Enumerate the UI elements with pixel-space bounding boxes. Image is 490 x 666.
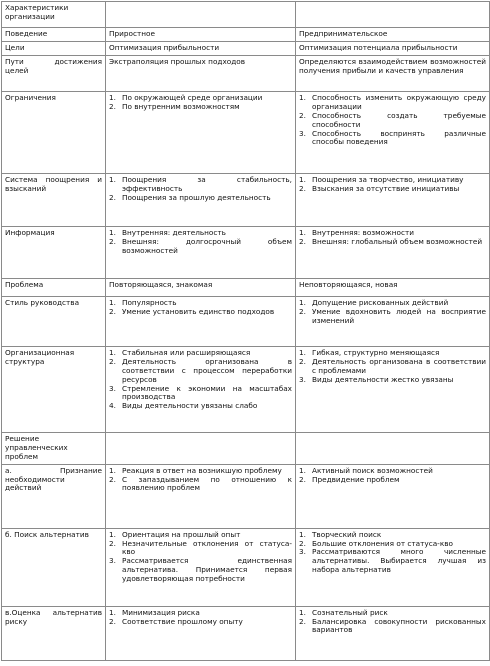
- cell-incremental: Оптимизация прибыльности: [106, 42, 296, 56]
- cell-entrepreneurial: [296, 227, 490, 279]
- table-row: [2, 464, 490, 528]
- row-label: Цели: [2, 42, 106, 56]
- row-label: б. Поиск альтернатив: [2, 528, 106, 606]
- table-columns-row: [2, 28, 490, 42]
- table-row: [2, 606, 490, 660]
- cell-incremental: Повторяющаяся, знакомая: [106, 279, 296, 297]
- list-item: 1. Активный поиск возможностей: [299, 465, 433, 475]
- cell-incremental: Экстраполяция прошлых подходов: [106, 56, 296, 92]
- row-label: Организационная структура: [2, 347, 106, 433]
- list-item: 2. Поощрения за прошлую деятельность: [109, 192, 271, 202]
- row-label: Пути достижения целей: [2, 56, 106, 92]
- list-item: 2. Деятельность организована в соответствии с процессом переработки ресурсов: [109, 356, 292, 384]
- list-item: 1. Ориентация на прошлый опыт: [109, 529, 241, 539]
- column-header-incremental: Приростное: [106, 28, 296, 42]
- table-header-row: [2, 2, 490, 28]
- list-item: 1. Допущение рискованных действий: [299, 298, 449, 307]
- list-item: 2. С запаздыванием по отношению к появлению проблем: [109, 474, 292, 493]
- list-item: 2. Деятельность организована в соответствии с проблемами: [299, 356, 486, 375]
- list-item: 2. Балансировка совокупности рискованных вариантов: [299, 616, 486, 635]
- row-label: Проблема: [2, 279, 106, 297]
- cell-entrepreneurial: Неповторяющаяся, новая: [296, 279, 490, 297]
- table-row: [2, 279, 490, 297]
- cell-incremental: [106, 174, 296, 227]
- list-item: 3. Стремление к экономии на масштабах производства: [109, 383, 292, 402]
- cell-incremental: [106, 606, 296, 660]
- list-item: 1. Популярность: [109, 298, 177, 307]
- list-item: 1. По окружающей среде организации: [109, 93, 263, 102]
- list-item: 1. Внутренняя: возможности: [299, 228, 414, 237]
- list-item: 1. Поощрения за творчество, инициативу: [299, 175, 464, 184]
- row-label: Стиль руководства: [2, 297, 106, 347]
- table-row: [2, 297, 490, 347]
- list-item: 2. Соответствие прошлому опыту: [109, 616, 243, 626]
- list-item: 2. По внутренним возможностям: [109, 101, 240, 111]
- row-label: Ограничения: [2, 92, 106, 174]
- table-row: [2, 227, 490, 279]
- list-item: 2. Незначительные отклонения от статуса-кво: [109, 538, 292, 557]
- row-label: Информация: [2, 227, 106, 279]
- cell-incremental: [106, 464, 296, 528]
- cell-entrepreneurial: [296, 528, 490, 606]
- cell-entrepreneurial: [296, 606, 490, 660]
- list-item: 2. Взыскания за отсутствие инициативы: [299, 183, 460, 193]
- list-item: 2. Большие отклонения от статуса-кво: [299, 538, 453, 548]
- cell-incremental: [106, 347, 296, 433]
- list-item: 2. Умение установить единство подходов: [109, 306, 275, 316]
- list-item: 2. Умение вдохновить людей на восприятие изменений: [299, 306, 486, 325]
- list-item: 2. Предвидение проблем: [299, 474, 400, 484]
- row-label: а. Признание необходимости действий: [2, 464, 106, 528]
- list-item: 1. Сознательный риск: [299, 607, 388, 617]
- list-item: 4. Виды деятельности увязаны слабо: [109, 401, 258, 411]
- row-label: в.Оценка альтернатив риску: [2, 606, 106, 660]
- column-header-entrepreneurial: Предпринимательское: [296, 28, 490, 42]
- section-row: [2, 433, 490, 465]
- list-item: 1. Реакция в ответ на возникшую проблему: [109, 465, 282, 475]
- cell-entrepreneurial: [296, 347, 490, 433]
- table-row: [2, 42, 490, 56]
- list-item: 2. Внешняя: долгосрочный объем возможностей: [109, 236, 292, 255]
- table-row: [2, 56, 490, 92]
- list-item: 2. Способность создать требуемые способности: [299, 110, 486, 129]
- table-row: [2, 92, 490, 174]
- cell-entrepreneurial: Определяются взаимодействием возможностей получения прибыли и качеств управления: [296, 56, 490, 92]
- table-row: [2, 174, 490, 227]
- table-row: [2, 347, 490, 433]
- cell-incremental: [106, 297, 296, 347]
- list-item: 1. Способность изменить окружающую среду организации: [299, 93, 486, 111]
- list-item: 1. Творческий поиск: [299, 529, 382, 539]
- list-item: 3. Способность воспринять различные способы поведения: [299, 128, 486, 147]
- cell-entrepreneurial: [296, 92, 490, 174]
- cell-entrepreneurial: Оптимизация потенциала прибыльности: [296, 42, 490, 56]
- list-item: 3. Виды деятельности жестко увязаны: [299, 374, 454, 384]
- list-item: 1. Внутренняя: деятельность: [109, 228, 226, 237]
- cell-incremental: [106, 528, 296, 606]
- list-item: 3. Рассматриваются много численные альтернативы. Выбирается лучшая из набора альтернатив: [299, 547, 486, 575]
- comparison-table: [1, 1, 490, 661]
- cell-entrepreneurial: [296, 297, 490, 347]
- cell-incremental: [106, 227, 296, 279]
- list-item: 1. Поощрения за стабильность, эффективность: [109, 175, 292, 193]
- list-item: 1. Минимизация риска: [109, 607, 200, 617]
- list-item: 1. Стабильная или расширяющаяся: [109, 348, 251, 357]
- list-item: 3. Рассматривается единственная альтернатива. Принимается первая удовлетворяющая потребности: [109, 556, 292, 584]
- cell-entrepreneurial: [296, 464, 490, 528]
- cell-incremental: [106, 92, 296, 174]
- cell-entrepreneurial: [296, 174, 490, 227]
- section-title: Решение управленческих проблем: [2, 433, 106, 465]
- list-item: 2. Внешняя: глобальный объем возможностей: [299, 236, 483, 246]
- row-label: Система поощрения и взысканий: [2, 174, 106, 227]
- table-title: Характеристики организации: [2, 2, 106, 28]
- table-row: [2, 528, 490, 606]
- list-item: 1. Гибкая, структурно меняющаяся: [299, 348, 440, 357]
- column-header-behavior: Поведение: [2, 28, 106, 42]
